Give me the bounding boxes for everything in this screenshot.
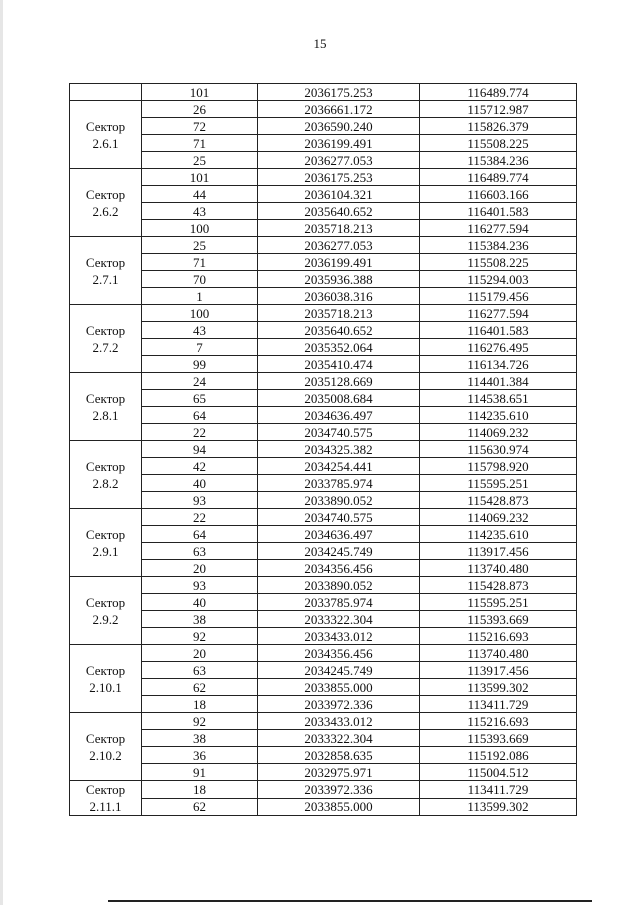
sector-cell	[70, 84, 142, 101]
sector-id: 2.7.2	[92, 339, 119, 355]
y-coordinate-cell: 115216.693	[420, 628, 577, 645]
point-number-cell: 18	[142, 781, 258, 799]
table-row	[70, 764, 577, 781]
table-row	[70, 237, 577, 254]
y-coordinate-cell: 115192.086	[420, 747, 577, 764]
y-coordinate-cell: 113599.302	[420, 798, 577, 816]
x-coordinate-cell: 2034254.441	[258, 458, 420, 475]
y-coordinate-cell: 114235.610	[420, 407, 577, 424]
table-row	[70, 713, 577, 730]
table-row	[70, 424, 577, 441]
point-number-cell: 63	[142, 662, 258, 679]
y-coordinate-cell: 116401.583	[420, 203, 577, 220]
bottom-rule	[108, 900, 592, 902]
sector-label: Сектор	[85, 458, 126, 474]
sector-cell	[70, 373, 142, 441]
x-coordinate-cell: 2033322.304	[258, 730, 420, 747]
table-row	[70, 492, 577, 509]
table-row	[70, 696, 577, 713]
x-coordinate-cell: 2033855.000	[258, 798, 420, 816]
y-coordinate-cell: 116277.594	[420, 220, 577, 237]
y-coordinate-cell: 116276.495	[420, 339, 577, 356]
y-coordinate-cell: 115630.974	[420, 441, 577, 458]
table-row	[70, 356, 577, 373]
sector-label: Сектор	[85, 254, 126, 270]
table-row	[70, 747, 577, 764]
x-coordinate-cell: 2034356.456	[258, 645, 420, 662]
x-coordinate-cell: 2033972.336	[258, 696, 420, 713]
table-row	[70, 679, 577, 696]
y-coordinate-cell: 115798.920	[420, 458, 577, 475]
x-coordinate-cell: 2035640.652	[258, 203, 420, 220]
table-row	[70, 135, 577, 152]
y-coordinate-cell: 113917.456	[420, 662, 577, 679]
x-coordinate-cell: 2032975.971	[258, 764, 420, 781]
sector-label: Сектор	[85, 730, 126, 746]
table-row	[70, 594, 577, 611]
sector-id: 2.10.2	[89, 747, 122, 763]
x-coordinate-cell: 2035352.064	[258, 339, 420, 356]
table-row	[70, 509, 577, 526]
y-coordinate-cell: 115216.693	[420, 713, 577, 730]
point-number-cell: 100	[142, 305, 258, 322]
x-coordinate-cell: 2036661.172	[258, 101, 420, 118]
x-coordinate-cell: 2033855.000	[258, 679, 420, 696]
y-coordinate-cell: 114235.610	[420, 526, 577, 543]
x-coordinate-cell: 2036175.253	[258, 84, 420, 101]
table-row	[70, 628, 577, 645]
x-coordinate-cell: 2034740.575	[258, 509, 420, 526]
x-coordinate-cell: 2034325.382	[258, 441, 420, 458]
sector-cell	[70, 169, 142, 237]
table-row	[70, 577, 577, 594]
table-row	[70, 798, 577, 816]
table-row	[70, 645, 577, 662]
x-coordinate-cell: 2032858.635	[258, 747, 420, 764]
y-coordinate-cell: 115428.873	[420, 492, 577, 509]
x-coordinate-cell: 2035128.669	[258, 373, 420, 390]
sector-cell	[70, 101, 142, 169]
y-coordinate-cell: 114401.384	[420, 373, 577, 390]
sector-label: Сектор	[85, 782, 126, 797]
point-number-cell: 70	[142, 271, 258, 288]
table-row	[70, 152, 577, 169]
y-coordinate-cell: 116489.774	[420, 84, 577, 101]
table-row	[70, 84, 577, 101]
y-coordinate-cell: 115294.003	[420, 271, 577, 288]
x-coordinate-cell: 2036038.316	[258, 288, 420, 305]
y-coordinate-cell: 115393.669	[420, 611, 577, 628]
x-coordinate-cell: 2034636.497	[258, 526, 420, 543]
y-coordinate-cell: 115595.251	[420, 475, 577, 492]
point-number-cell: 94	[142, 441, 258, 458]
point-number-cell: 25	[142, 237, 258, 254]
sector-id: 2.6.1	[92, 135, 119, 151]
x-coordinate-cell: 2035008.684	[258, 390, 420, 407]
table-row	[70, 220, 577, 237]
sector-cell	[70, 305, 142, 373]
x-coordinate-cell: 2034740.575	[258, 424, 420, 441]
sector-id: 2.11.1	[89, 799, 122, 814]
table-row	[70, 407, 577, 424]
table-row	[70, 560, 577, 577]
table-row	[70, 611, 577, 628]
point-number-cell: 20	[142, 645, 258, 662]
x-coordinate-cell: 2034636.497	[258, 407, 420, 424]
point-number-cell: 22	[142, 424, 258, 441]
point-number-cell: 25	[142, 152, 258, 169]
point-number-cell: 101	[142, 169, 258, 186]
table-row	[70, 526, 577, 543]
sector-label: Сектор	[85, 118, 126, 134]
table-row	[70, 118, 577, 135]
x-coordinate-cell: 2035718.213	[258, 305, 420, 322]
y-coordinate-cell: 115384.236	[420, 152, 577, 169]
sector-label: Сектор	[85, 594, 126, 610]
scan-edge-shadow	[0, 0, 3, 905]
y-coordinate-cell: 116277.594	[420, 305, 577, 322]
point-number-cell: 64	[142, 526, 258, 543]
point-number-cell: 62	[142, 798, 258, 816]
x-coordinate-cell: 2033785.974	[258, 475, 420, 492]
point-number-cell: 44	[142, 186, 258, 203]
point-number-cell: 93	[142, 577, 258, 594]
y-coordinate-cell: 115428.873	[420, 577, 577, 594]
y-coordinate-cell: 115712.987	[420, 101, 577, 118]
x-coordinate-cell: 2033785.974	[258, 594, 420, 611]
coordinates-table-body	[70, 84, 577, 816]
y-coordinate-cell: 115384.236	[420, 237, 577, 254]
y-coordinate-cell: 115826.379	[420, 118, 577, 135]
x-coordinate-cell: 2035640.652	[258, 322, 420, 339]
table-row	[70, 254, 577, 271]
sector-label: Сектор	[85, 322, 126, 338]
point-number-cell: 18	[142, 696, 258, 713]
y-coordinate-cell: 113917.456	[420, 543, 577, 560]
sector-id: 2.7.1	[92, 271, 119, 287]
x-coordinate-cell: 2033890.052	[258, 577, 420, 594]
sector-cell	[70, 713, 142, 781]
x-coordinate-cell: 2033972.336	[258, 781, 420, 799]
point-number-cell: 26	[142, 101, 258, 118]
sector-id: 2.8.1	[92, 407, 119, 423]
x-coordinate-cell: 2035718.213	[258, 220, 420, 237]
sector-label: Сектор	[85, 390, 126, 406]
table-row	[70, 781, 577, 799]
x-coordinate-cell: 2034245.749	[258, 543, 420, 560]
point-number-cell: 42	[142, 458, 258, 475]
sector-id: 2.8.2	[92, 475, 119, 491]
y-coordinate-cell: 114069.232	[420, 424, 577, 441]
y-coordinate-cell: 114538.651	[420, 390, 577, 407]
point-number-cell: 43	[142, 322, 258, 339]
table-row	[70, 339, 577, 356]
sector-cell	[70, 781, 142, 816]
point-number-cell: 24	[142, 373, 258, 390]
table-row	[70, 730, 577, 747]
table-row	[70, 305, 577, 322]
sector-id: 2.10.1	[89, 679, 122, 695]
sector-cell	[70, 441, 142, 509]
table-row	[70, 186, 577, 203]
sector-cell	[70, 645, 142, 713]
table-row	[70, 101, 577, 118]
y-coordinate-cell: 113411.729	[420, 696, 577, 713]
y-coordinate-cell: 115508.225	[420, 254, 577, 271]
y-coordinate-cell: 113599.302	[420, 679, 577, 696]
point-number-cell: 92	[142, 628, 258, 645]
table-row	[70, 458, 577, 475]
table-row	[70, 203, 577, 220]
x-coordinate-cell: 2036104.321	[258, 186, 420, 203]
point-number-cell: 63	[142, 543, 258, 560]
point-number-cell: 43	[142, 203, 258, 220]
table-row	[70, 271, 577, 288]
x-coordinate-cell: 2036199.491	[258, 135, 420, 152]
x-coordinate-cell: 2036277.053	[258, 237, 420, 254]
point-number-cell: 7	[142, 339, 258, 356]
point-number-cell: 99	[142, 356, 258, 373]
point-number-cell: 65	[142, 390, 258, 407]
point-number-cell: 71	[142, 254, 258, 271]
sector-label: Сектор	[85, 526, 126, 542]
table-row	[70, 288, 577, 305]
table-row	[70, 322, 577, 339]
sector-id: 2.6.2	[92, 203, 119, 219]
table-row	[70, 390, 577, 407]
y-coordinate-cell: 115595.251	[420, 594, 577, 611]
x-coordinate-cell: 2033433.012	[258, 713, 420, 730]
y-coordinate-cell: 116134.726	[420, 356, 577, 373]
sector-label: Сектор	[85, 186, 126, 202]
point-number-cell: 40	[142, 475, 258, 492]
y-coordinate-cell: 115004.512	[420, 764, 577, 781]
table-row	[70, 373, 577, 390]
page-number: 15	[313, 36, 327, 51]
x-coordinate-cell: 2033433.012	[258, 628, 420, 645]
table-row	[70, 475, 577, 492]
point-number-cell: 1	[142, 288, 258, 305]
sector-label: Сектор	[85, 662, 126, 678]
point-number-cell: 72	[142, 118, 258, 135]
y-coordinate-cell: 116603.166	[420, 186, 577, 203]
x-coordinate-cell: 2036277.053	[258, 152, 420, 169]
point-number-cell: 92	[142, 713, 258, 730]
point-number-cell: 38	[142, 611, 258, 628]
y-coordinate-cell: 114069.232	[420, 509, 577, 526]
y-coordinate-cell: 116401.583	[420, 322, 577, 339]
x-coordinate-cell: 2035410.474	[258, 356, 420, 373]
point-number-cell: 64	[142, 407, 258, 424]
point-number-cell: 38	[142, 730, 258, 747]
x-coordinate-cell: 2036590.240	[258, 118, 420, 135]
sector-id: 2.9.2	[92, 611, 119, 627]
sector-cell	[70, 509, 142, 577]
point-number-cell: 20	[142, 560, 258, 577]
table-row	[70, 169, 577, 186]
x-coordinate-cell: 2034245.749	[258, 662, 420, 679]
y-coordinate-cell: 115508.225	[420, 135, 577, 152]
point-number-cell: 62	[142, 679, 258, 696]
y-coordinate-cell: 113740.480	[420, 560, 577, 577]
table-row	[70, 662, 577, 679]
y-coordinate-cell: 113411.729	[420, 781, 577, 799]
x-coordinate-cell: 2033322.304	[258, 611, 420, 628]
point-number-cell: 71	[142, 135, 258, 152]
y-coordinate-cell: 115179.456	[420, 288, 577, 305]
point-number-cell: 100	[142, 220, 258, 237]
point-number-cell: 101	[142, 84, 258, 101]
x-coordinate-cell: 2036175.253	[258, 169, 420, 186]
y-coordinate-cell: 115393.669	[420, 730, 577, 747]
table-row	[70, 543, 577, 560]
x-coordinate-cell: 2033890.052	[258, 492, 420, 509]
point-number-cell: 93	[142, 492, 258, 509]
table-row	[70, 441, 577, 458]
point-number-cell: 36	[142, 747, 258, 764]
x-coordinate-cell: 2035936.388	[258, 271, 420, 288]
point-number-cell: 91	[142, 764, 258, 781]
y-coordinate-cell: 116489.774	[420, 169, 577, 186]
sector-cell	[70, 237, 142, 305]
sector-cell	[70, 577, 142, 645]
point-number-cell: 22	[142, 509, 258, 526]
point-number-cell: 40	[142, 594, 258, 611]
x-coordinate-cell: 2034356.456	[258, 560, 420, 577]
y-coordinate-cell: 113740.480	[420, 645, 577, 662]
coordinates-table	[69, 83, 577, 816]
x-coordinate-cell: 2036199.491	[258, 254, 420, 271]
sector-id: 2.9.1	[92, 543, 119, 559]
